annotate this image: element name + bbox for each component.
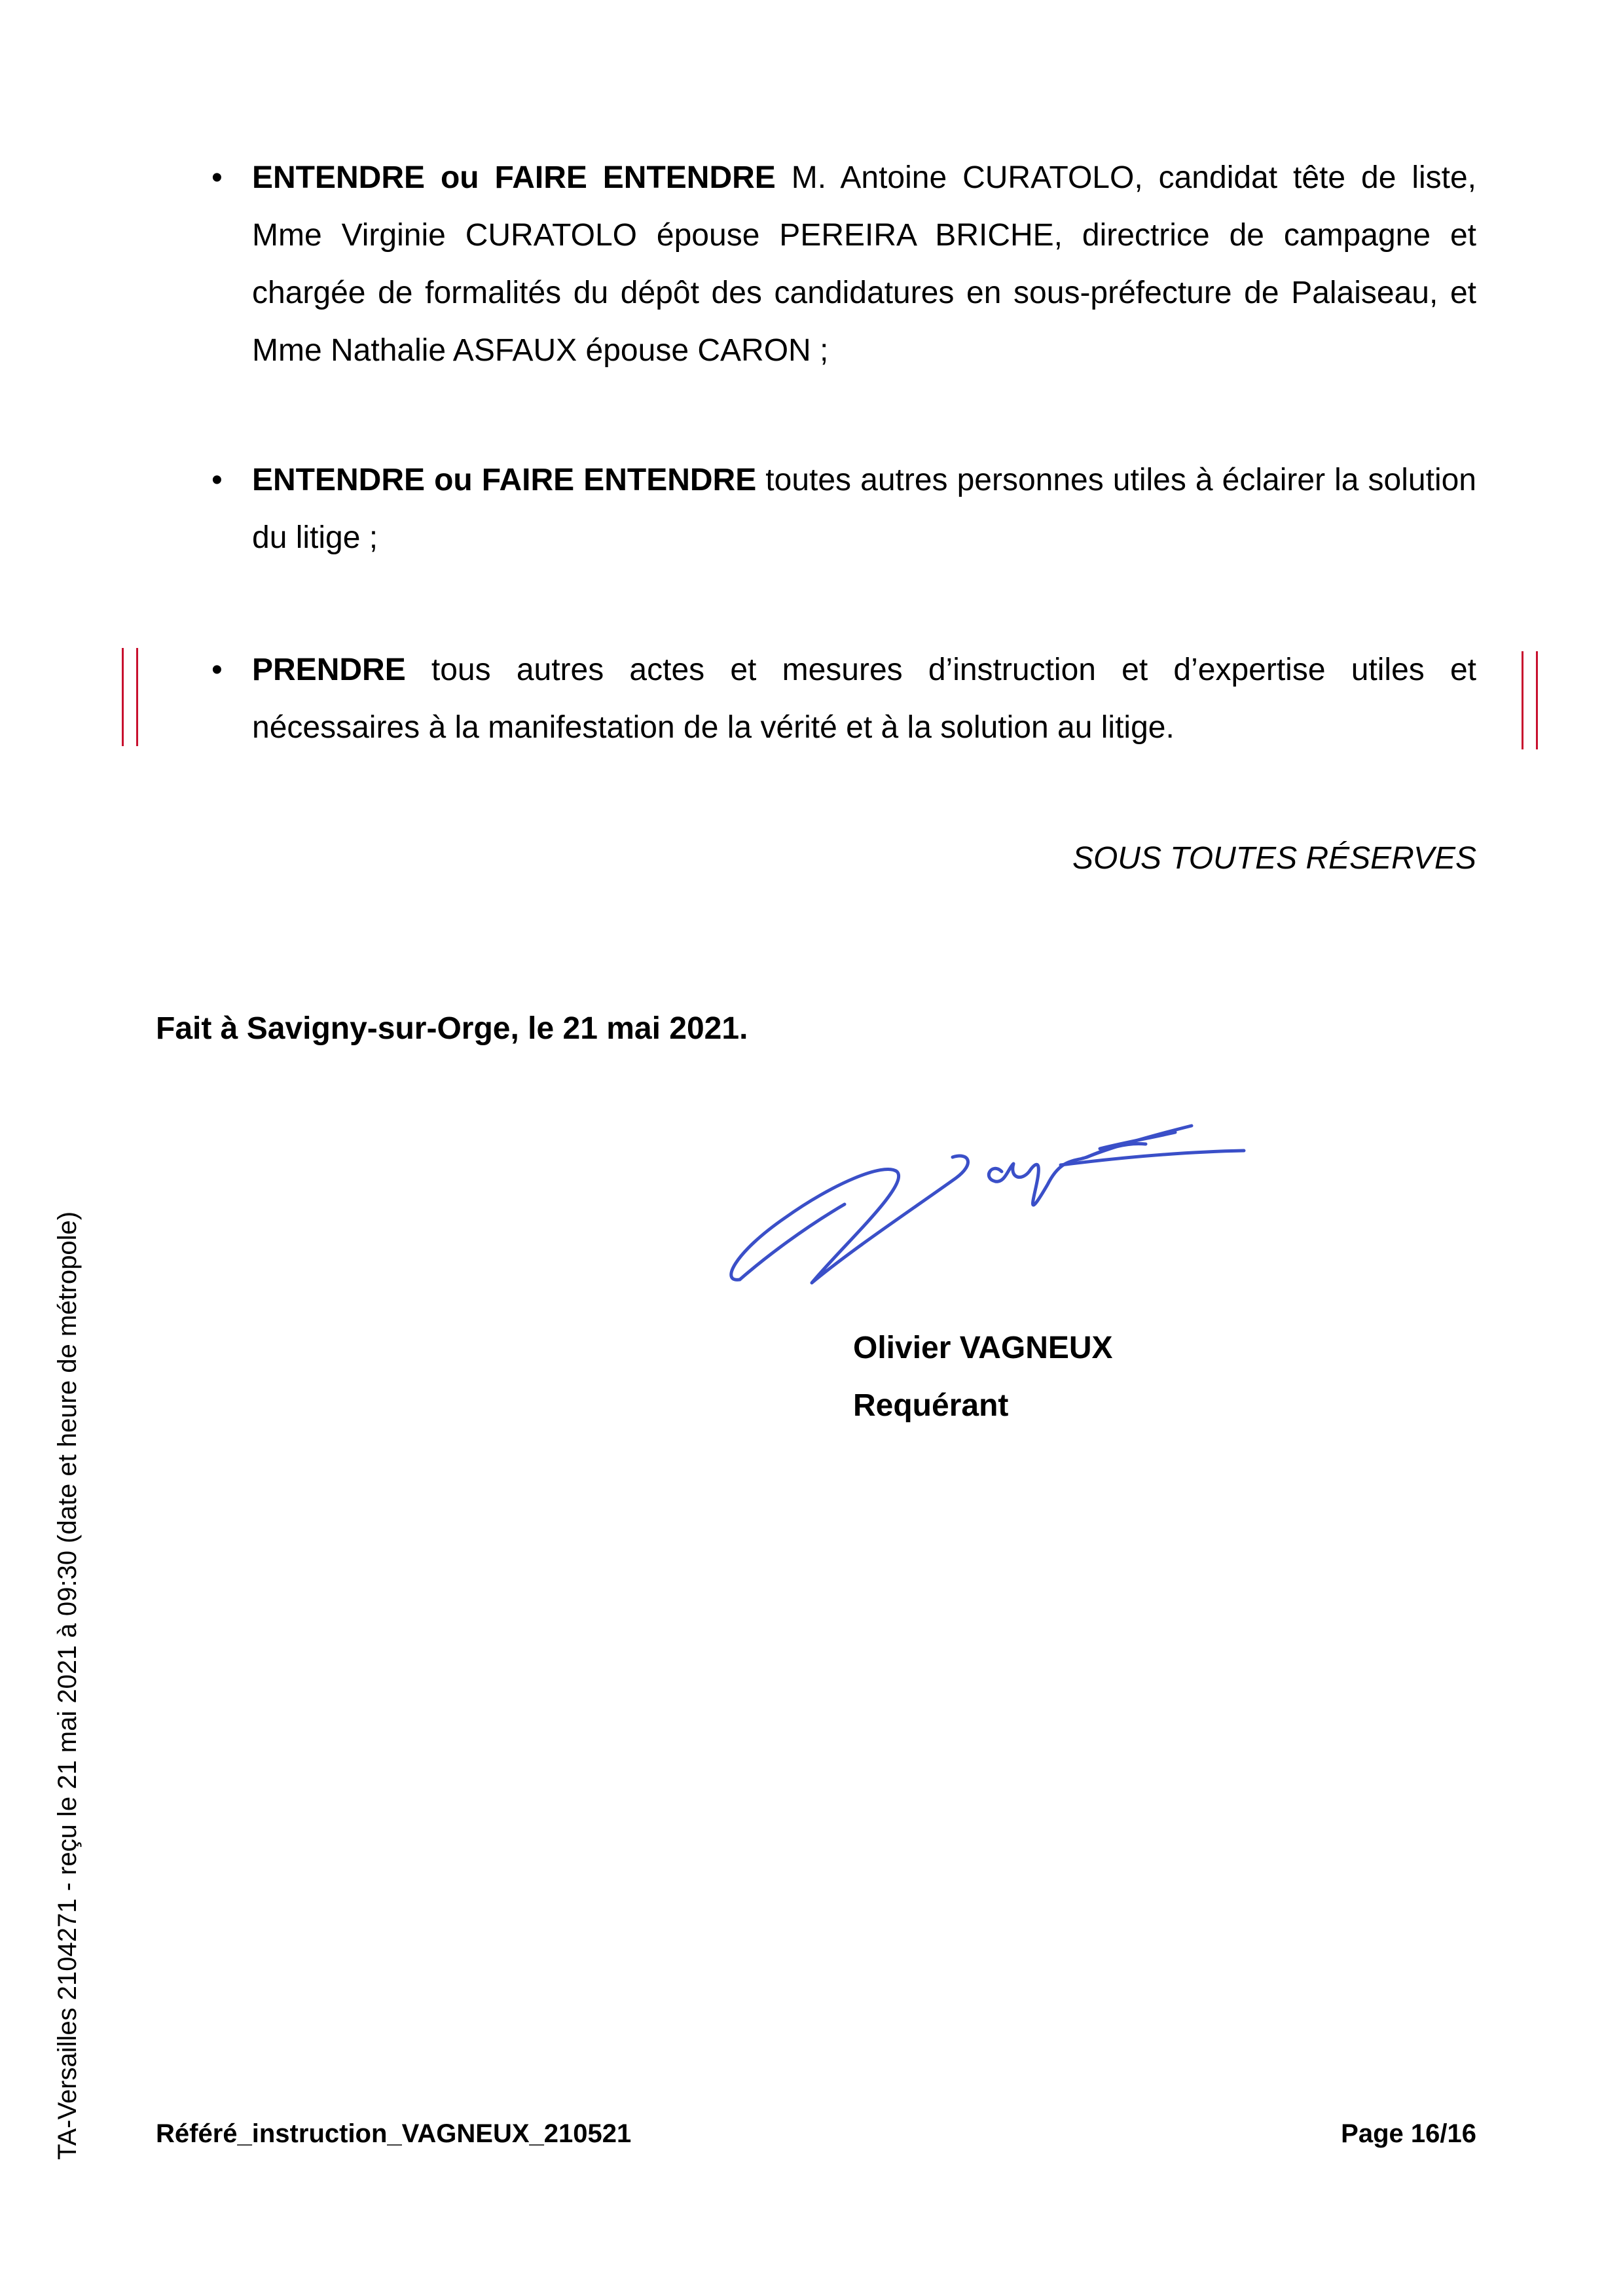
- bullet-item-take-measures: [211, 641, 1476, 757]
- signatory-name: Olivier VAGNEUX: [853, 1331, 1113, 1365]
- bullet-item-hear-others: [211, 452, 1476, 567]
- bullet-text: M. Antoine CURATOLO, candidat tête de liste, Mme Virginie CURATOLO épouse PEREIRA BRICHE, directrice de campagne et chargée de formalités du dépôt des candidatures en sous-préfecture de Palaiseau, et Mme Nathalie ASFAUX épouse CARON ;: [252, 160, 1477, 368]
- revision-bar-right-2: [1536, 651, 1538, 749]
- bullet-mark: •: [211, 653, 223, 687]
- revision-bar-left-2: [136, 648, 138, 746]
- revision-bar-left-1: [122, 648, 124, 746]
- handwritten-signature: [694, 1086, 1270, 1316]
- bullet-mark: •: [211, 160, 223, 195]
- court-receipt-stamp: TA-Versailles 2104271 - reçu le 21 mai 2021 à 09:30 (date et heure de métropole): [53, 1211, 82, 2160]
- reserves-clause: SOUS TOUTES RÉSERVES: [1072, 841, 1476, 876]
- bullet-text: tous autres actes et mesures d’instruction et d’expertise utiles et nécessaires à la manifestation de la vérité et à la solution au litige.: [252, 653, 1476, 745]
- signatory-role: Requérant: [853, 1388, 1009, 1423]
- place-date: Fait à Savigny-sur-Orge, le 21 mai 2021.: [156, 1011, 748, 1046]
- bullet-item-hear-curatolo: [211, 149, 1477, 380]
- footer-page-number: Page 16/16: [1341, 2119, 1476, 2148]
- footer-document-name: Référé_instruction_VAGNEUX_210521: [156, 2119, 632, 2148]
- bullet-mark: •: [211, 463, 223, 497]
- bullet-text: toutes autres personnes utiles à éclairer la solution du litige ;: [252, 463, 1476, 555]
- bullet-bold-lead: PRENDRE: [252, 653, 406, 687]
- bullet-bold-lead: ENTENDRE ou FAIRE ENTENDRE: [252, 463, 757, 497]
- revision-bar-right-1: [1522, 651, 1523, 749]
- bullet-bold-lead: ENTENDRE ou FAIRE ENTENDRE: [252, 160, 776, 195]
